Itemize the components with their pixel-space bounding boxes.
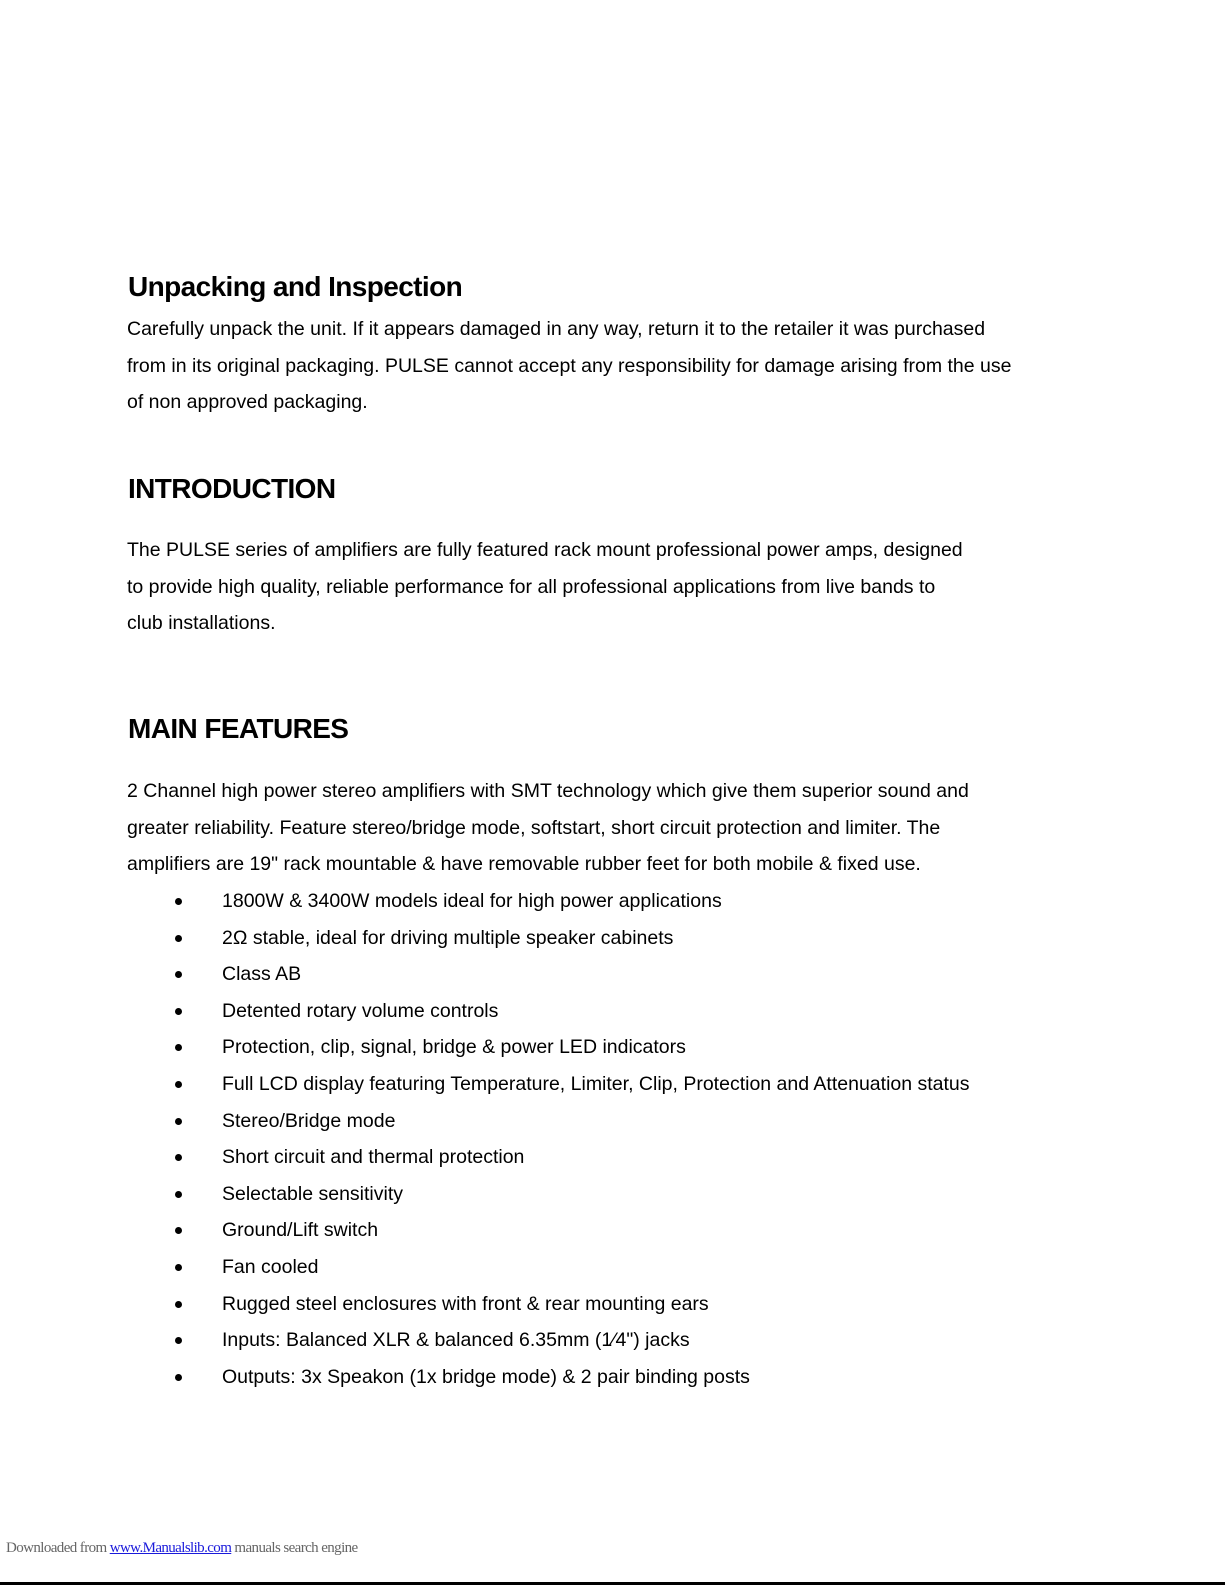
bullet-icon	[175, 1191, 182, 1198]
feature-list-item	[0, 1212, 970, 1249]
paragraph-features	[127, 773, 969, 883]
feature-list-item	[0, 956, 970, 993]
feature-text: Protection, clip, signal, bridge & power LED indicators	[222, 1036, 686, 1059]
paragraph-unpacking	[127, 311, 1011, 421]
feature-list-item	[0, 920, 970, 957]
text-line: of non approved packaging.	[127, 391, 368, 414]
feature-list-item	[0, 883, 970, 920]
bullet-icon	[175, 1008, 182, 1015]
features-list	[0, 883, 970, 1395]
text-line: Carefully unpack the unit. If it appears damaged in any way, return it to the retailer it was purchased	[127, 318, 986, 340]
text-line: to provide high quality, reliable performance for all professional applications from live bands to	[127, 575, 936, 598]
feature-list-item	[0, 1066, 970, 1103]
feature-text: Ground/Lift switch	[222, 1219, 379, 1242]
bullet-icon	[175, 971, 182, 978]
heading-main-features: MAIN FEATURES	[128, 713, 349, 744]
feature-text: 1800W & 3400W models ideal for high power applications	[222, 890, 722, 912]
feature-list-item	[0, 1249, 970, 1286]
feature-list-item	[0, 1139, 970, 1176]
bullet-icon	[175, 1301, 182, 1308]
text-line: 2 Channel high power stereo amplifiers with SMT technology which give them superior sound and	[127, 780, 969, 802]
heading-introduction: INTRODUCTION	[128, 473, 336, 504]
feature-text: Short circuit and thermal protection	[222, 1146, 525, 1169]
bullet-icon	[175, 1227, 182, 1234]
feature-list-item	[0, 1359, 970, 1396]
bullet-icon	[175, 1044, 182, 1051]
feature-text: Stereo/Bridge mode	[222, 1109, 396, 1132]
bullet-icon	[175, 1118, 182, 1125]
feature-text: Outputs: 3x Speakon (1x bridge mode) & 2 pair binding posts	[222, 1365, 750, 1388]
heading-unpacking: Unpacking and Inspection	[128, 271, 463, 302]
feature-list-item	[0, 1103, 970, 1140]
paragraph-introduction	[127, 532, 963, 642]
feature-text: Fan cooled	[222, 1255, 319, 1278]
feature-list-item	[0, 1176, 970, 1213]
footer-suffix: manuals search engine	[231, 1540, 358, 1556]
feature-text: Detented rotary volume controls	[222, 999, 499, 1022]
feature-list-item	[0, 1322, 970, 1359]
text-line: amplifiers are 19" rack mountable & have removable rubber feet for both mobile & fixed use.	[127, 853, 921, 876]
feature-text: Selectable sensitivity	[222, 1182, 404, 1205]
text-line: from in its original packaging. PULSE cannot accept any responsibility for damage arising from the use	[127, 354, 1012, 377]
footer-prefix: Downloaded from	[6, 1540, 110, 1556]
bullet-icon	[175, 1337, 182, 1344]
feature-list-item	[0, 1029, 970, 1066]
footer	[6, 1540, 358, 1557]
feature-list-item	[0, 1286, 970, 1323]
feature-list-item	[0, 993, 970, 1030]
text-line: The PULSE series of amplifiers are fully featured rack mount professional power amps, designed	[127, 539, 963, 561]
manualslib-link[interactable]: www.Manualslib.com	[109, 1540, 232, 1556]
feature-text: Rugged steel enclosures with front & rear mounting ears	[222, 1292, 709, 1315]
bullet-icon	[175, 1154, 182, 1161]
bullet-icon	[175, 1264, 182, 1271]
feature-text: Inputs: Balanced XLR & balanced 6.35mm (1⁄4") jacks	[222, 1329, 690, 1352]
feature-text: Full LCD display featuring Temperature, Limiter, Clip, Protection and Attenuation status	[222, 1072, 970, 1095]
text-line: club installations.	[127, 612, 276, 635]
bullet-icon	[175, 898, 182, 905]
feature-text: 2Ω stable, ideal for driving multiple speaker cabinets	[222, 926, 674, 949]
bullet-icon	[175, 1081, 182, 1088]
feature-text: Class AB	[222, 963, 302, 986]
text-line: greater reliability. Feature stereo/bridge mode, softstart, short circuit protection and limiter. The	[127, 816, 941, 839]
bullet-icon	[175, 1374, 182, 1381]
bullet-icon	[175, 935, 182, 942]
